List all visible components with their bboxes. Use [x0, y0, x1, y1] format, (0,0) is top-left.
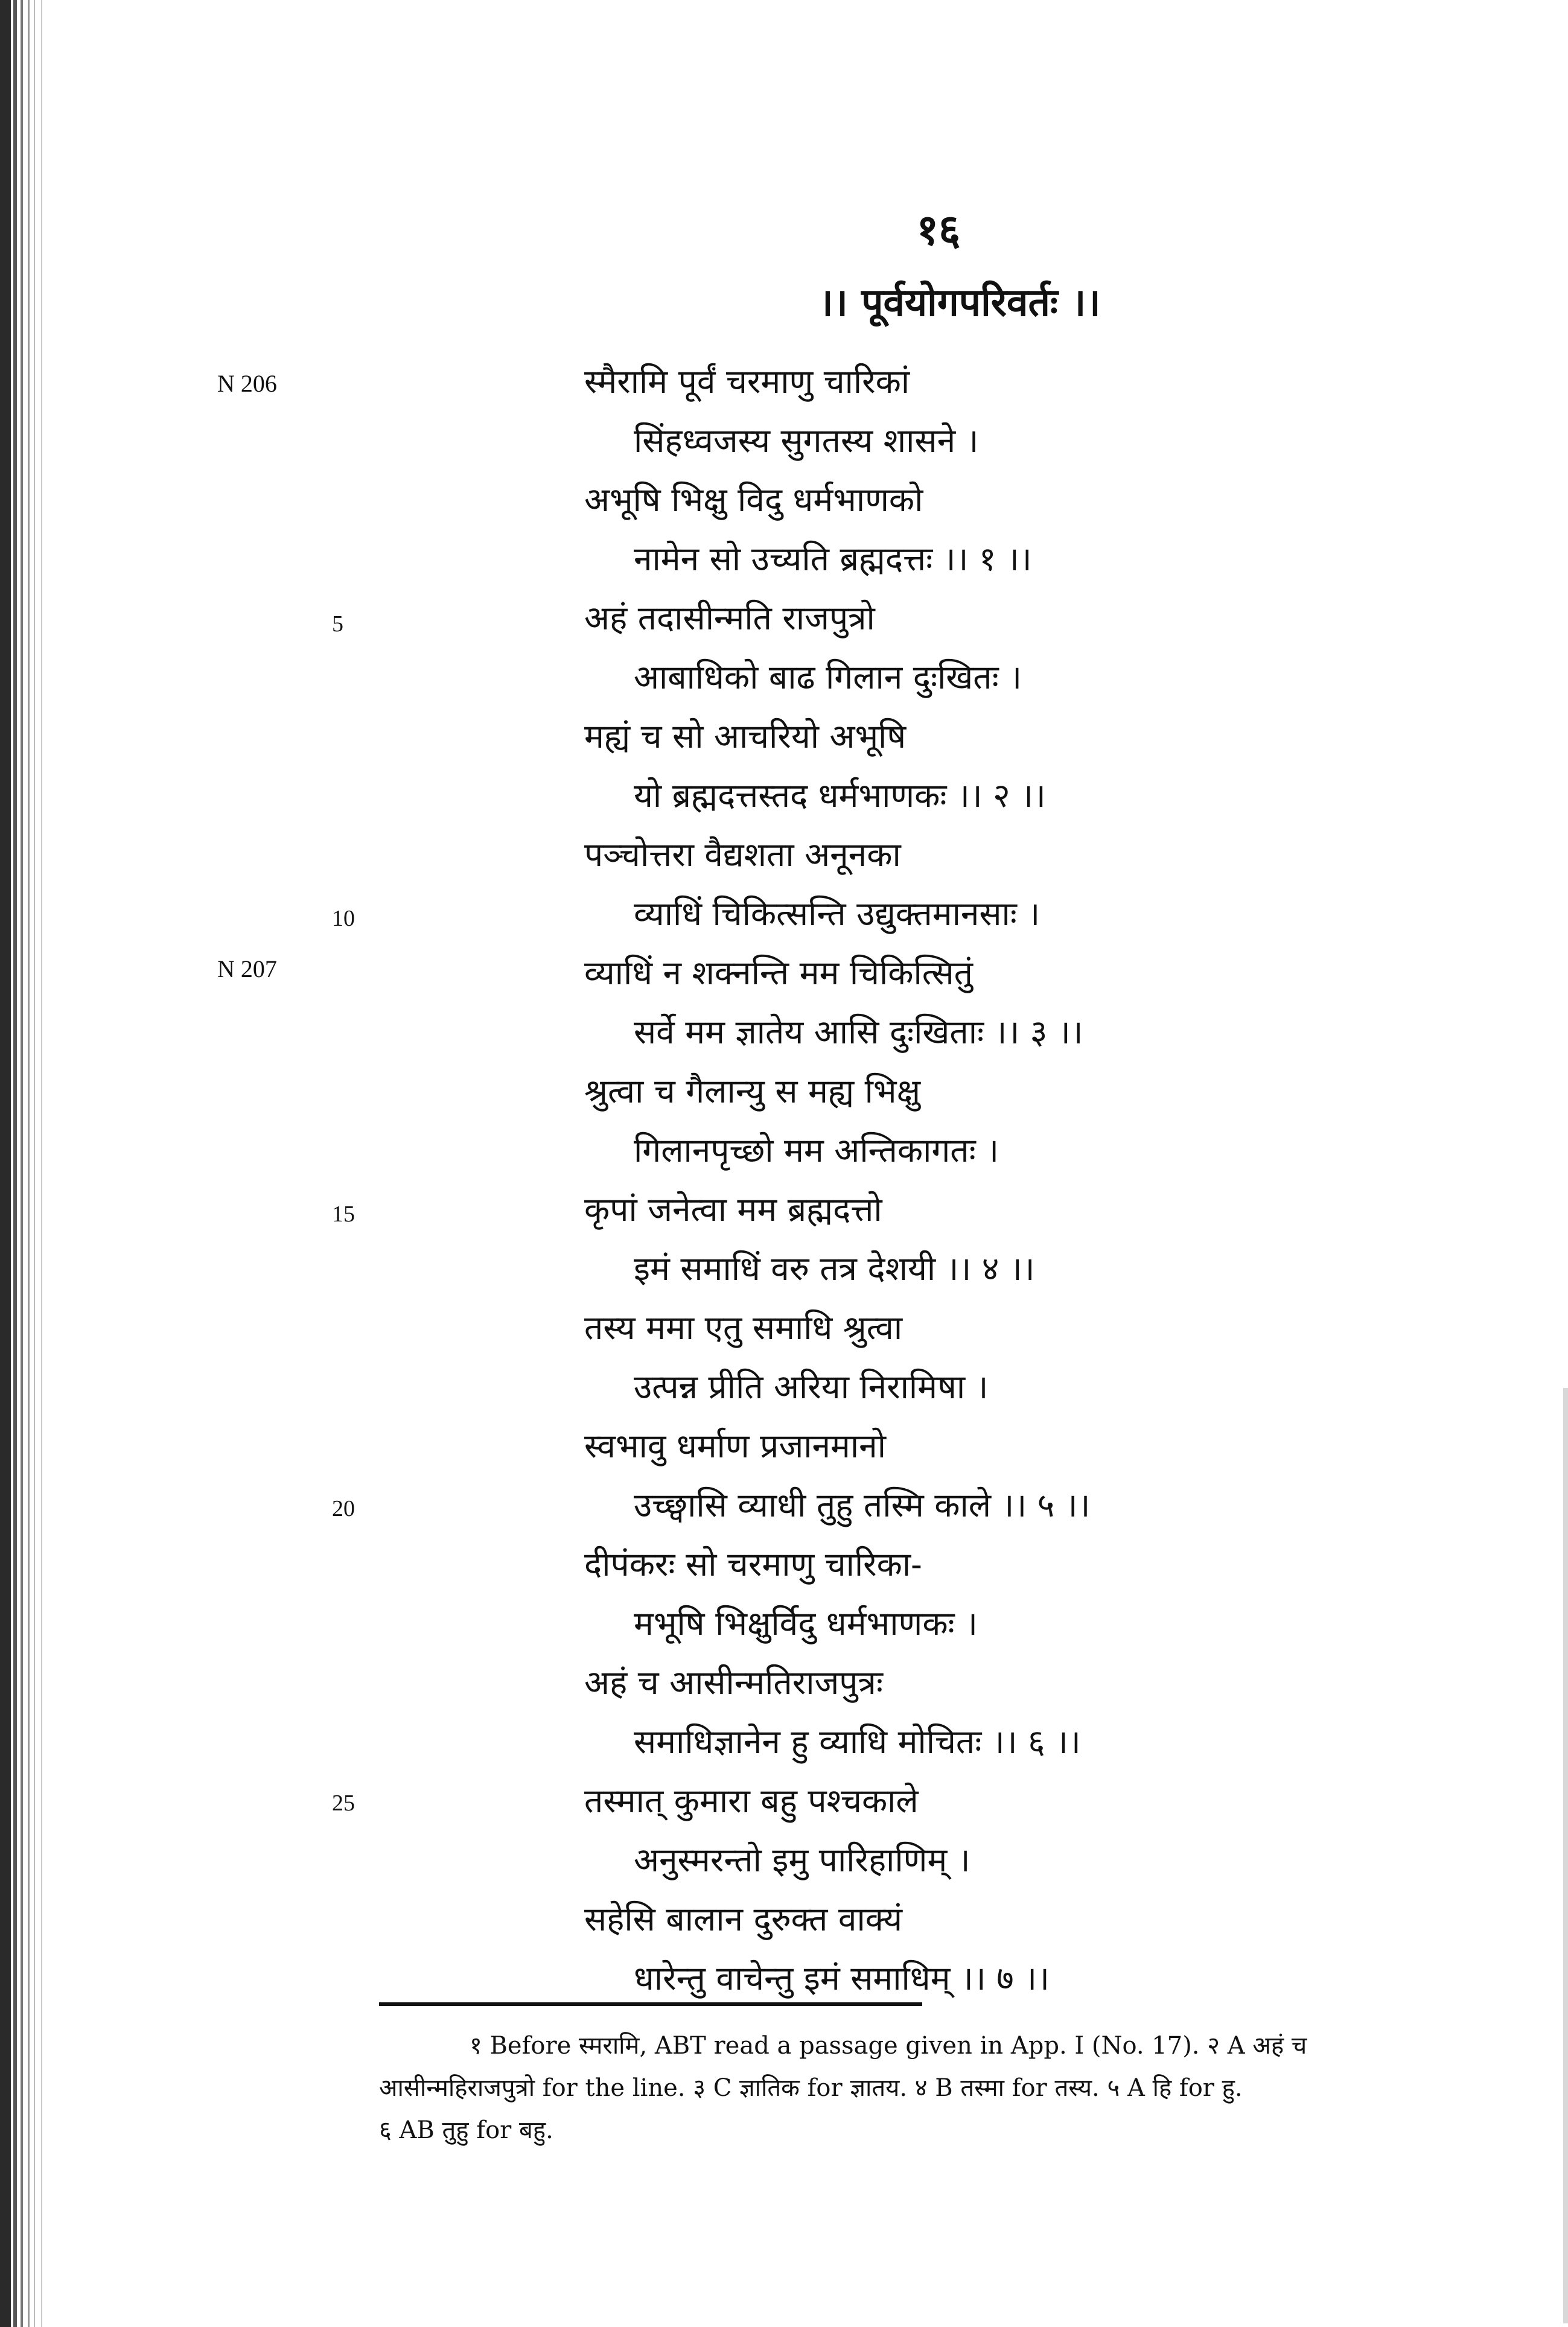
verse-line: सर्वे मम ज्ञातेय आसि दुःखिताः ।। ३ ।। [634, 1013, 1083, 1051]
page-number: १६ [916, 205, 961, 255]
verse-line: यो ब्रह्मदत्तस्तद धर्मभाणकः ।। २ ।। [634, 776, 1046, 815]
verse-line: गिलानपृच्छो मम अन्तिकागतः । [634, 1131, 999, 1170]
footnotes [379, 2025, 1526, 2151]
verse-line: धारेन्तु वाचेन्तु इमं समाधिम् ।। ७ ।। [634, 1959, 1050, 1998]
line-number: 15 [332, 1202, 355, 1227]
verse-line: मह्यं च सो आचरियो अभूषि [584, 717, 907, 756]
footnote-line: १ Before स्मरामि, ABT read a passage given in App. I (No. 17). २ A अहं च [470, 2032, 1307, 2060]
line-number: 25 [332, 1791, 355, 1816]
line-number: 20 [332, 1496, 355, 1521]
verse-line: स्वभावु धर्माण प्रजानमानो [584, 1427, 886, 1465]
verse-line: व्याधिं चिकित्सन्ति उद्युक्तमानसाः । [634, 894, 1041, 933]
verse-line: सिंहध्वजस्य सुगतस्य शासने । [634, 421, 979, 460]
verse-line: पञ्चोत्तरा वैद्यशता अनूनका [584, 835, 901, 874]
verse-line: अहं तदासीन्मति राजपुत्रो [584, 599, 875, 637]
verse-line: तस्य ममा एतु समाधि श्रुत्वा [584, 1308, 903, 1347]
binding-edge [34, 0, 35, 2327]
binding-edge [28, 0, 30, 2327]
verse-line: अहं च आसीन्मतिराजपुत्रः [584, 1663, 883, 1702]
verse-line: दीपंकरः सो चरमाणु चारिका- [584, 1545, 922, 1584]
verse-line: श्रुत्वा च गैलान्यु स मह्य भिक्षु [584, 1072, 921, 1110]
verse-line: व्याधिं न शक्नन्ति मम चिकित्सितुं [584, 953, 974, 992]
line-number: 5 [332, 611, 343, 637]
verse-line: आबाधिको बाढ गिलान दुःखितः । [634, 658, 1022, 696]
verse-line: मभूषि भिक्षुर्विदु धर्मभाणकः । [634, 1604, 978, 1643]
footnote-divider [379, 2002, 922, 2006]
binding-edge [13, 0, 17, 2327]
verse-line: इमं समाधिं वरु तत्र देशयी ।। ४ ।। [634, 1249, 1035, 1288]
verse-line: सहेसि बालान दुरुक्त वाक्यं [584, 1900, 903, 1938]
verse-line: उच्छ्वासि व्याधी तुहु तस्मि काले ।। ५ ।। [634, 1486, 1091, 1524]
margin-reference: N 207 [217, 955, 277, 982]
binding-edge [0, 0, 11, 2327]
binding-edge [21, 0, 23, 2327]
verse-line: स्मैरामि पूर्वं चरमाणु चारिकां [584, 362, 910, 401]
verse-line: उत्पन्न प्रीति अरिया निरामिषा । [634, 1367, 989, 1406]
binding-edge [41, 0, 42, 2327]
chapter-title: ।। पूर्वयोगपरिवर्तः ।। [818, 280, 1101, 325]
page-edge [1563, 1388, 1568, 2323]
verse-line: समाधिज्ञानेन हु व्याधि मोचितः ।। ६ ।। [634, 1722, 1081, 1761]
margin-reference: N 206 [217, 370, 277, 397]
footnote-line: आसीन्महिराजपुत्रो for the line. ३ C ज्ञातिक for ज्ञातय. ४ B तस्मा for तस्य. ५ A हि for हु. [379, 2074, 1243, 2102]
verse-line: तस्मात् कुमारा बहु पश्चकाले [584, 1781, 919, 1820]
footnote-line: ६ AB तुहु for बहु. [379, 2116, 553, 2144]
verse-line: कृपां जनेत्वा मम ब्रह्मदत्तो [584, 1190, 882, 1229]
verse-line: अभूषि भिक्षु विदु धर्मभाणको [584, 480, 923, 519]
line-number: 10 [332, 906, 355, 931]
verse-line: अनुस्मरन्तो इमु पारिहाणिम् । [634, 1841, 970, 1879]
verse-line: नामेन सो उच्यति ब्रह्मदत्तः ।। १ ।। [634, 540, 1032, 578]
